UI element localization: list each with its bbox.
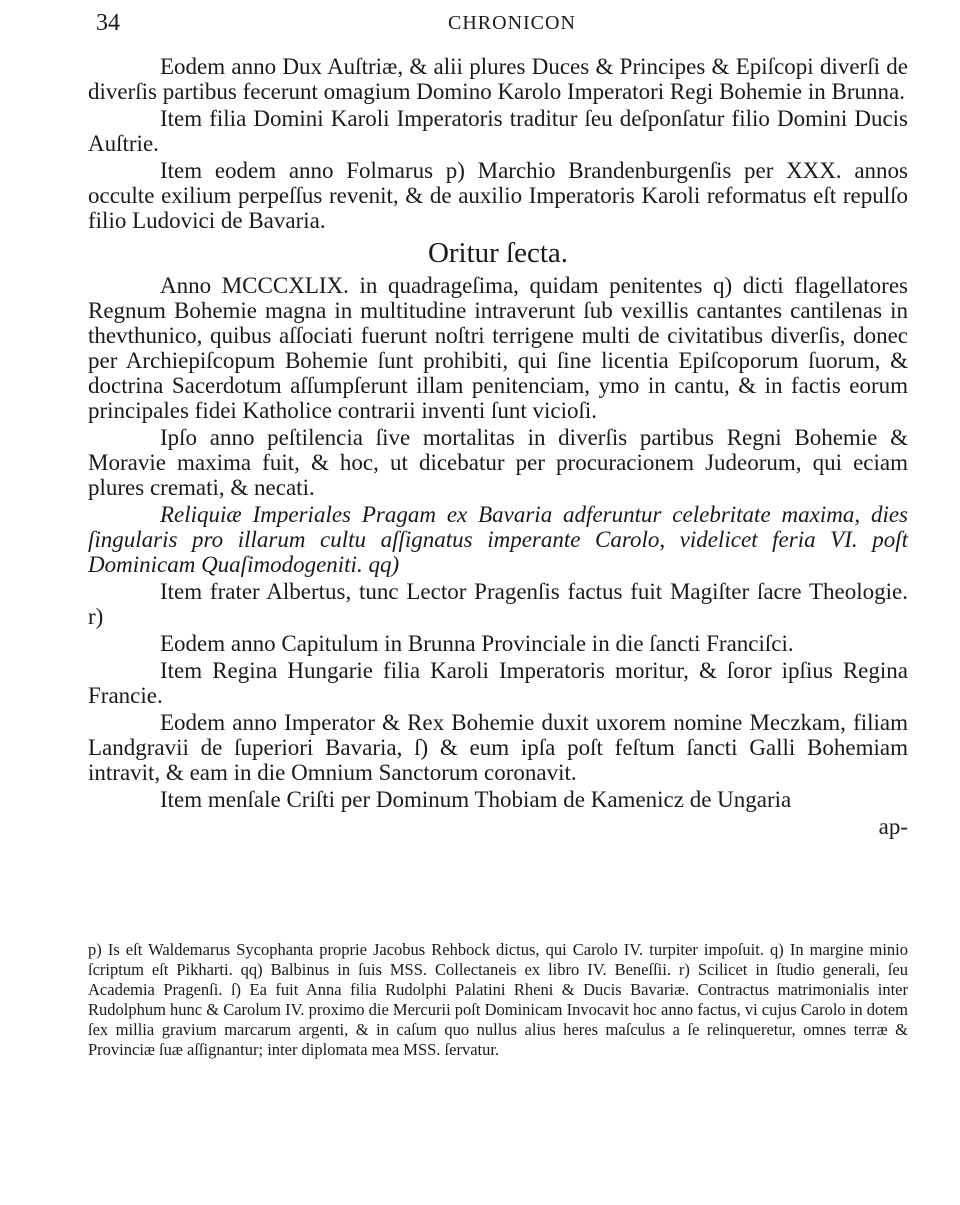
paragraph-marriage: Eodem anno Imperator & Rex Bohemie duxit uxorem nomine Meczkam, filiam Landgravii de ſuperiori Bavaria, ſ) & eum ipſa poſt feſtum ſancti Galli Bohemiam intravit, & eam in die Omnium Sanctorum coronavit.	[88, 710, 908, 785]
paragraph-albertus: Item frater Albertus, tunc Lector Pragenſis factus fuit Magiſter ſacre Theologie. r)	[88, 579, 908, 629]
paragraph-flagellants: Anno MCCCXLIX. in quadrageſima, quidam penitentes q) dicti flagellatores Regnum Bohemie magna in multitudine intraverunt ſub vexillis cantantes cantilenas in thevthunico, quibus aſſociati fuerunt noſtri terrigene multi de civitatibus diverſis, donec per Archiepiſcopum Bohemie ſunt prohibiti, qui ſine licentia Epiſcoporum ſuorum, & doctrina Sacerdotum aſſumpſerunt illam penitenciam, ymo in cantu, & in factis eorum principales fidei Katholice contrarii inventi ſunt vicioſi.	[88, 273, 908, 423]
footnote-block: p) Is eſt Waldemarus Sycophanta proprie Jacobus Rehbock dictus, qui Carolo IV. turpiter impoſuit. q) In margine minio ſcriptum eſt Pikharti. qq) Balbinus in ſuis MSS. Collectaneis ex libro IV. Beneſſii. r) Scilicet in ſtudio generali, ſeu Academia Pragenſi. ſ) Ea fuit Anna filia Rudolphi Palatini Rheni & Ducis Bavariæ. Contractus matrimonialis inter Rudolphum hunc & Carolum IV. proximo die Mercurii poſt Dominicam Invocavit hoc anno factus, vi cujus Carolo in dotem ſex millia gravium marcarum argenti, & in caſum quo nullus alius heres maſculus a ſe relinqueretur, omnes terræ & Provinciæ ſuæ aſſignantur; inter diplomata mea MSS. ſervatur.	[88, 940, 908, 1059]
paragraph-folmarus: Item eodem anno Folmarus p) Marchio Brandenburgenſis per XXX. annos occulte exilium perpeſſus revenit, & de auxilio Imperatoris Karoli reformatus eſt repulſo filio Ludovici de Bavaria.	[88, 158, 908, 233]
paragraph-chapter: Eodem anno Capitulum in Brunna Provinciale in die ſancti Franciſci.	[160, 631, 794, 656]
running-title: CHRONICON	[448, 12, 576, 34]
paragraph-queen: Item Regina Hungarie filia Karoli Imperatoris moritur, & ſoror ipſius Regina Francie.	[88, 658, 908, 708]
main-text	[88, 54, 908, 840]
paragraph-betrothal: Item filia Domini Karoli Imperatoris traditur ſeu deſponſatur filio Domini Ducis Auſtrie.	[88, 106, 908, 156]
page-number: 34	[96, 10, 120, 36]
section-heading: Oritur ſecta.	[427, 237, 569, 269]
page-header	[0, 8, 960, 42]
paragraph-mensale: Item menſale Criſti per Dominum Thobiam de Kamenicz de Ungaria	[160, 787, 792, 812]
footnotes	[88, 940, 908, 1060]
paragraph-relics: Reliquiæ Imperiales Pragam ex Bavaria adferuntur celebritate maxima, dies ſingularis pro illarum cultu aſſignatus imperante Carolo, videlicet feria VI. poſt Dominicam Quaſimodogeniti. qq)	[88, 502, 908, 577]
paragraph-pestilence: Ipſo anno peſtilencia ſive mortalitas in diverſis partibus Regni Bohemie & Moravie maxima fuit, & hoc, ut dicebatur per procuracionem Judeorum, qui eciam plures cremati, & necati.	[88, 425, 908, 500]
paragraph-homage: Eodem anno Dux Auſtriæ, & alii plures Duces & Principes & Epiſcopi diverſi de diverſis partibus fecerunt omagium Domino Karolo Imperatori Regi Bohemie in Brunna.	[88, 54, 908, 104]
catchword: ap-	[878, 814, 908, 839]
